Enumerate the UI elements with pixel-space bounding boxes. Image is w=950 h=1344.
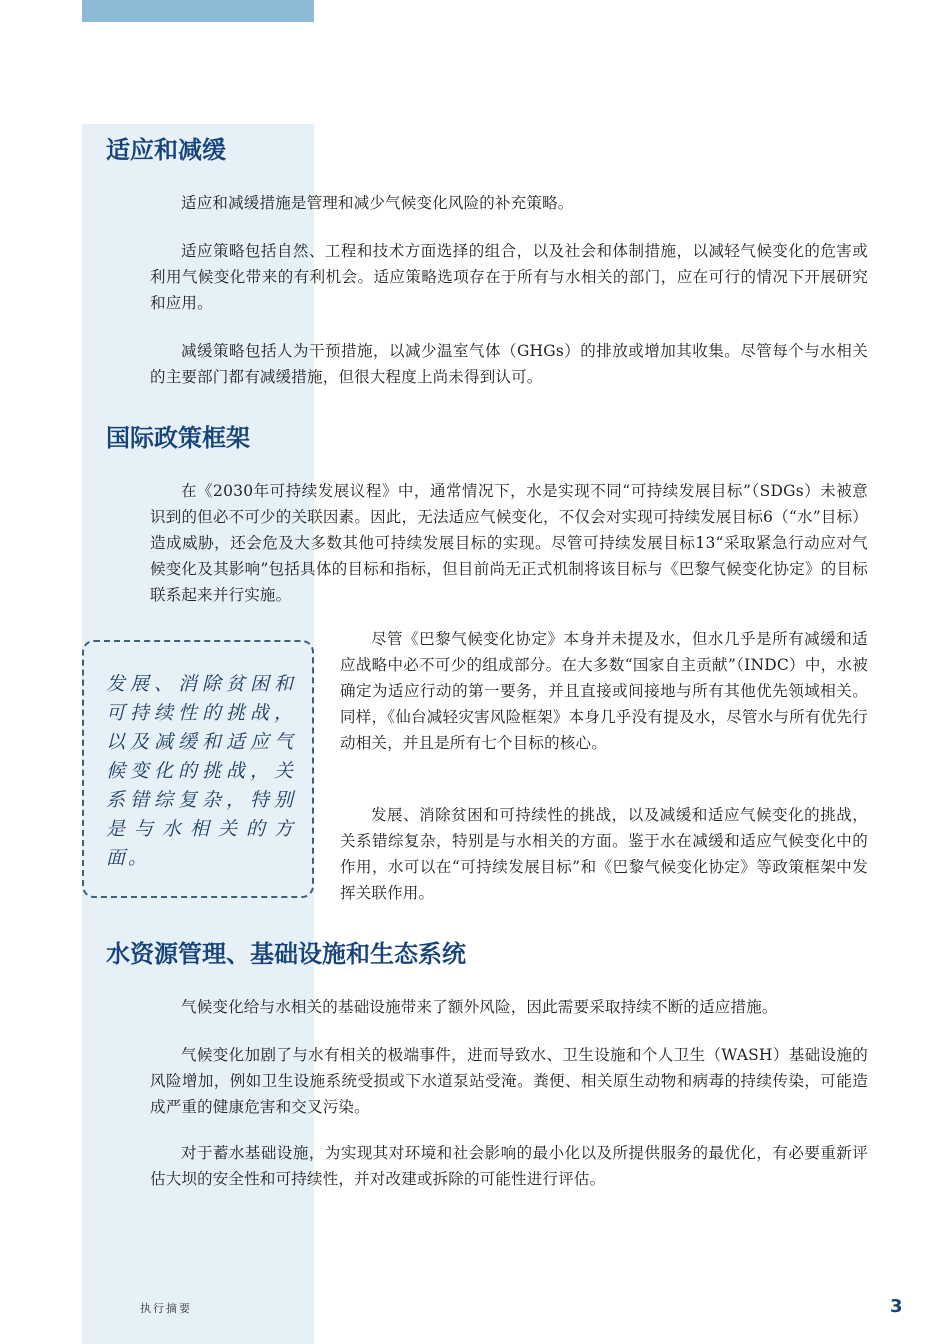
page-number: 3 (890, 1296, 903, 1317)
paragraph: 在《2030年可持续发展议程》中，通常情况下，水是实现不同“可持续发展目标”（SDGs）未被意识到的但必不可少的关联因素。因此，无法适应气候变化，不仅会对实现可持续发展目标6（“水”目标）造成威胁，还会危及大多数其他可持续发展目标的实现。尽管可持续发展目标13“采取紧急行动应对气候变化及其影响”包括具体的目标和指标，但目前尚无正式机制将该目标与《巴黎气候变化协定》的目标联系起来并行实施。 (150, 482, 868, 604)
section-title-water-management: 水资源管理、基础设施和生态系统 (106, 940, 466, 968)
paragraph: 适应和减缓措施是管理和减少气候变化风险的补充策略。 (181, 194, 574, 212)
paragraph: 尽管《巴黎气候变化协定》本身并未提及水，但水几乎是所有减缓和适应战略中必不可少的组成部分。在大多数“国家自主贡献”（INDC）中，水被确定为适应行动的第一要务，并且直接或间接地与所有其他优先领域相关。同样，《仙台减轻灾害风险框架》本身几乎没有提及水，尽管水与所有优先行动相关，并且是所有七个目标的核心。 (340, 630, 868, 752)
paragraph: 对于蓄水基础设施，为实现其对环境和社会影响的最小化以及所提供服务的最优化，有必要重新评估大坝的安全性和可持续性，并对改建或拆除的可能性进行评估。 (150, 1144, 868, 1188)
paragraph: 气候变化加剧了与水有相关的极端事件，进而导致水、卫生设施和个人卫生（WASH）基础设施的风险增加，例如卫生设施系统受损或下水道泵站受淹。粪便、相关原生动物和病毒的持续传染，可能造成严重的健康危害和交叉污染。 (150, 1046, 868, 1116)
paragraph: 适应策略包括自然、工程和技术方面选择的组合，以及社会和体制措施，以减轻气候变化的危害或利用气候变化带来的有利机会。适应策略选项存在于所有与水相关的部门，应在可行的情况下开展研究和应用。 (150, 242, 868, 312)
section-title-policy-framework: 国际政策框架 (106, 424, 250, 452)
paragraph: 发展、消除贫困和可持续性的挑战，以及减缓和适应气候变化的挑战，关系错综复杂，特别是与水相关的方面。鉴于水在减缓和适应气候变化中的作用，水可以在“可持续发展目标”和《巴黎气候变化协定》等政策框架中发挥关联作用。 (340, 806, 868, 902)
top-accent-bar (82, 0, 314, 22)
pull-quote-box (82, 640, 314, 898)
pull-quote-text: 发展、消除贫困和可持续性的挑战，以及减缓和适应气候变化的挑战，关系错综复杂，特别是与水相关的方面。 (106, 673, 296, 869)
paragraph: 气候变化给与水相关的基础设施带来了额外风险，因此需要采取持续不断的适应措施。 (181, 998, 778, 1016)
section-title-adaptation: 适应和减缓 (106, 136, 226, 164)
paragraph: 减缓策略包括人为干预措施，以减少温室气体（GHGs）的排放或增加其收集。尽管每个与水相关的主要部门都有减缓措施，但很大程度上尚未得到认可。 (150, 342, 868, 386)
footer-label: 执行摘要 (140, 1302, 192, 1315)
